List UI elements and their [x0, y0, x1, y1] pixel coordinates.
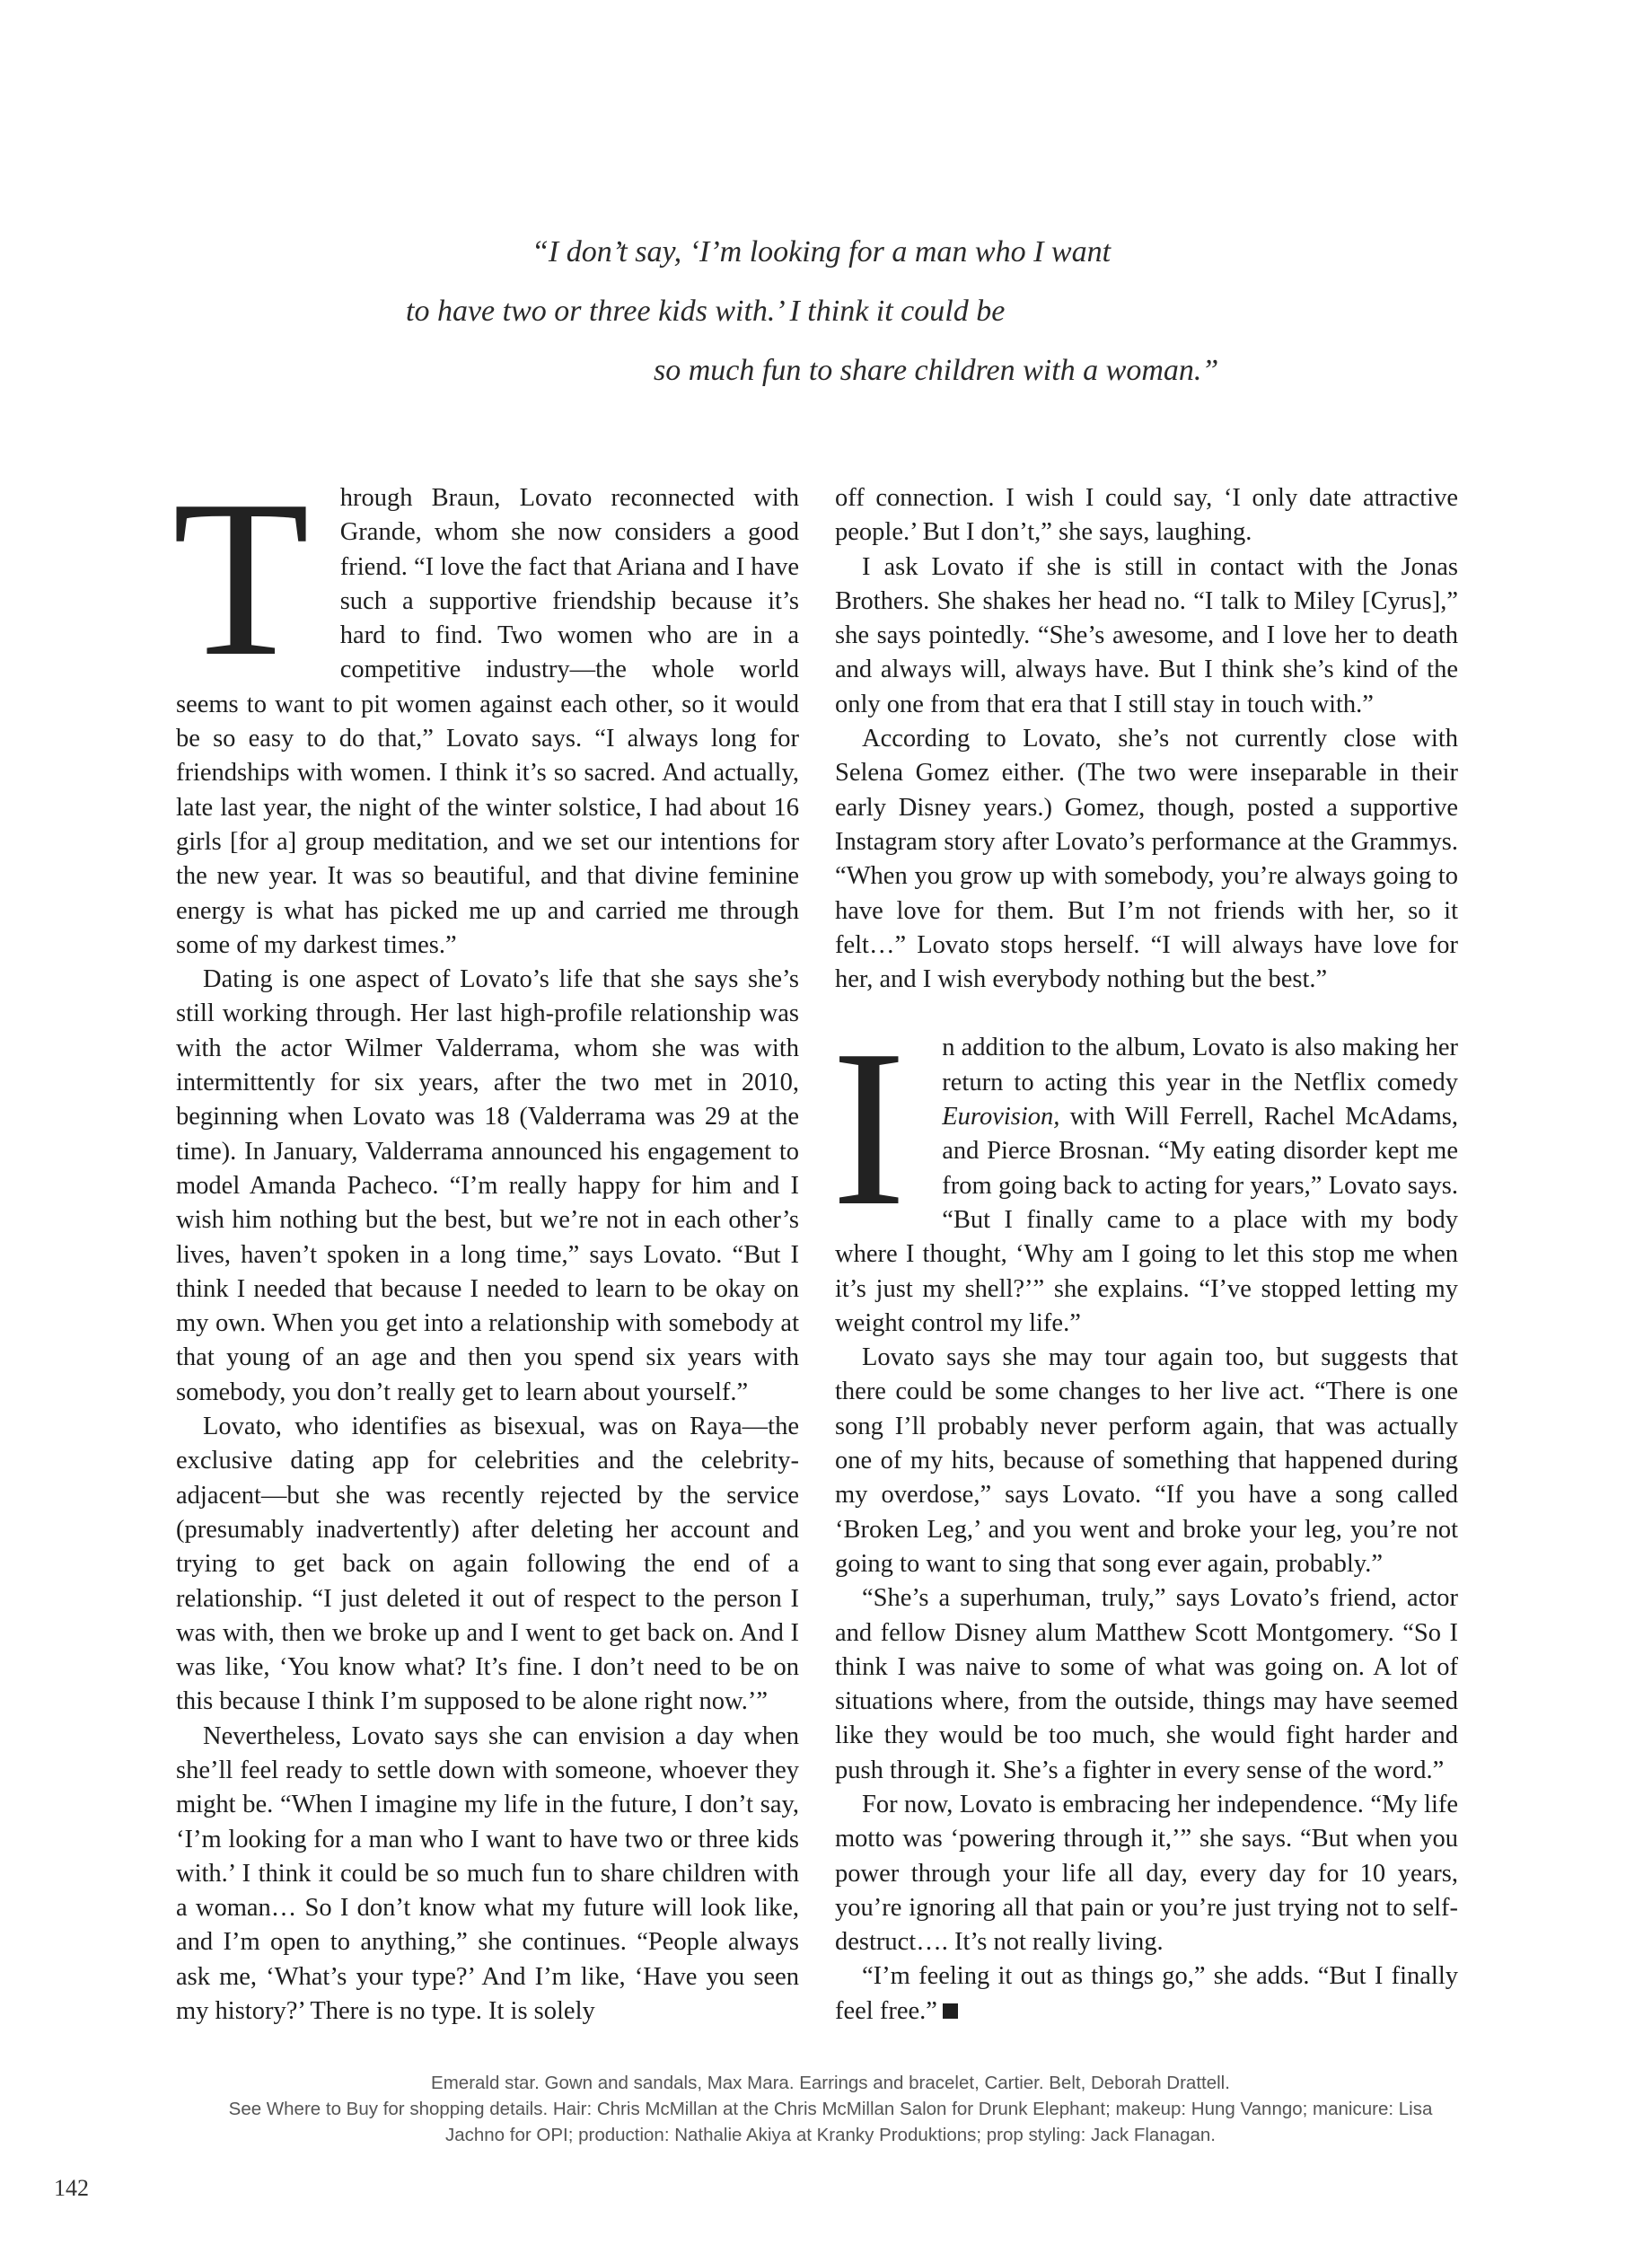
paragraph-text: “I’m feeling it out as things go,” she adds. “But I finally feel free.” — [835, 1962, 1458, 2025]
paragraph-text: with Will Ferrell, Rachel McAdams, and Pierce Brosnan. “My eating disorder kept me from going back to acting for years,” Lovato says. “But I finally came to a place with my body where I thought, ‘Why am I going to let this stop me when it’s just my shell?’” she explains. “I’ve stopped letting my weight control my life.” — [835, 1103, 1458, 1337]
photo-credits — [198, 2070, 1463, 2148]
paragraph: Nevertheless, Lovato says she can envision a day when she’ll feel ready to settle down with someone, whoever they might be. “When I imagine my life in the future, I don’t say, ‘I’m looking for a man who I want to have two or three kids with.’ I think it could be so much fun to share children with a woman… So I don’t know what my future will look like, and I’m open to anything,” she continues. “People always ask me, ‘What’s your type?’ And I’m like, ‘Have you seen my history?’ There is no type. It is solely — [176, 1721, 799, 2026]
pull-quote-line: so much fun to share children with a woman.” — [654, 354, 1219, 387]
section-break — [835, 997, 1458, 1031]
paragraph: hrough Braun, Lovato reconnected with Grande, whom she now considers a good friend. “I love the fact that Ariana and I have such a supportive friendship because it’s hard to find. Two women who are in a competitive industry—the whole world seems to want to pit women against each other, so it would be so easy to do that,” Lovato says. “I always long for friendships with women. I think it’s so sacred. And actually, late last year, the night of the winter solstice, I had about 16 girls [for a] group meditation, and we set our intentions for the new year. It was so beautiful, and that divine feminine energy is what has picked me up and carried me through some of my darkest times.” — [176, 484, 799, 959]
paragraph: Lovato says she may tour again too, but suggests that there could be some changes to her live act. “There is one song I’ll probably never perform again, that was actually one of my hits, because of something that happened during my overdose,” says Lovato. “If you have a song called ‘Broken Leg,’ and you went and broke your leg, you’re not going to want to sing that song ever again, probably.” — [835, 1343, 1458, 1578]
paragraph: off connection. I wish I could say, ‘I only date attractive people.’ But I don’t,” she says, laughing. — [835, 484, 1458, 547]
pull-quote-line: “I don’t say, ‘I’m looking for a man who I want — [532, 235, 1112, 269]
article-column-right — [831, 481, 1458, 2029]
paragraph: Dating is one aspect of Lovato’s life that she says she’s still working through. Her last high-profile relationship was with the actor Wilmer Valderrama, whom she was with intermittently for six years, after the two met in 2010, beginning when Lovato was 18 (Valderrama was 29 at the time). In January, Valderrama announced his engagement to model Amanda Pacheco. “I’m really happy for him and I wish him nothing but the best, but we’re not in each other’s lives, haven’t spoken in a long time,” says Lovato. “But I think I needed that because I needed to learn to be okay on my own. When you get into a relationship with somebody at that young of an age and then you spend six years with somebody, you don’t really get to learn about yourself.” — [176, 965, 799, 1406]
film-title: Eurovision, — [942, 1103, 1060, 1131]
paragraph: I ask Lovato if she is still in contact with the Jonas Brothers. She shakes her head no. “I talk to Miley [Cyrus],” she says pointedly. “She’s awesome, and I love her to death and always will, always have. But I think she’s kind of the only one from that era that I still stay in touch with.” — [835, 552, 1458, 718]
pull-quote-line: to have two or three kids with.’ I think it could be — [406, 295, 1006, 328]
paragraph: According to Lovato, she’s not currently close with Selena Gomez either. (The two were inseparable in their early Disney years.) Gomez, though, posted a supportive Instagram story after Lovato’s performance at the Grammys. “When you grow up with somebody, you’re always going to have love for them. But I’m not friends with her, so it felt…” Lovato stops herself. “I will always have love for her, and I wish everybody nothing but the best.” — [835, 725, 1458, 994]
paragraph-text: n addition to the album, Lovato is also making her return to acting this year in the Netflix comedy — [942, 1034, 1458, 1096]
end-mark-icon — [943, 2003, 958, 2019]
article-column-left — [172, 454, 799, 2029]
paragraph — [835, 1959, 1458, 2029]
page-number: 142 — [54, 2175, 89, 2201]
paragraph: For now, Lovato is embracing her independence. “My life motto was ‘powering through it,’” she says. “But when you power through your life all day, every day for 10 years, you’re ignoring all that pain or you’re just trying not to self-destruct…. It’s not really living. — [835, 1790, 1458, 1957]
paragraph: “She’s a superhuman, truly,” says Lovato’s friend, actor and fellow Disney alum Matthew Scott Montgomery. “So I think I was naive to some of what was going on. A lot of situations where, from the outside, things may have seemed like they would be too much, she would fight harder and push through it. She’s a fighter in every sense of the word.” — [835, 1584, 1458, 1784]
caption-line: See Where to Buy for shopping details. Hair: Chris McMillan at the Chris McMillan Salon for Drunk Elephant; makeup: Hung Vanngo; manicure: Lisa Jachno for OPI; production: Nathalie Akiya at Kranky Produktions; prop styling: Jack Flanagan. — [228, 2099, 1433, 2145]
drop-cap: I — [831, 1004, 907, 1254]
paragraph: Lovato, who identifies as bisexual, was on Raya—the exclusive dating app for celebrities and the celebrity-adjacent—but she was recently rejected by the service (presumably inadvertently) after deleting her account and trying to get back on again following the end of a relationship. “I just deleted it out of respect to the person I was with, then we broke up and I went to get back on. And I was like, ‘You know what? It’s fine. I don’t need to be on this because I think I’m supposed to be alone right now.’” — [176, 1413, 799, 1716]
drop-cap: T — [172, 454, 310, 703]
paragraph — [835, 1031, 1458, 1341]
caption-line: Emerald star. Gown and sandals, Max Mara. Earrings and bracelet, Cartier. Belt, Deborah Drattell. — [431, 2073, 1230, 2093]
